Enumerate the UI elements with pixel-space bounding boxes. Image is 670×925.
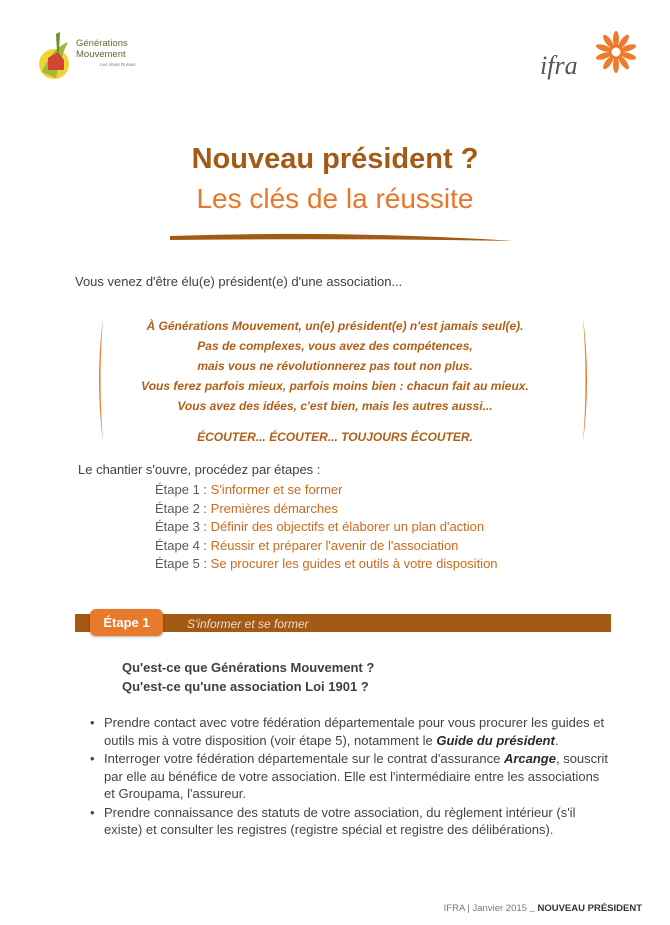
quote-line: À Générations Mouvement, un(e) président(e) n'est jamais seul(e). (146, 319, 524, 333)
step-item: Étape 5 : Se procurer les guides et outils à votre disposition (155, 556, 498, 572)
footer-left: IFRA | Janvier 2015 (443, 903, 527, 914)
steps-list (155, 481, 498, 574)
intro-text: Vous venez d'être élu(e) président(e) d'une association... (75, 274, 403, 289)
quote-line: Pas de complexes, vous avez des compétences, (197, 339, 473, 353)
bullet-icon: • (90, 751, 95, 766)
step-title: Définir des objectifs et élaborer un plan d'action (210, 519, 485, 535)
svg-text:ifra: ifra (540, 51, 578, 80)
etape-badge: Étape 1 (90, 609, 163, 636)
etape-questions (122, 658, 374, 696)
page-footer (444, 903, 642, 914)
footer-right: _ NOUVEAU PRÉSIDENT (529, 903, 642, 914)
quote-line: mais vous ne révolutionnerez pas tout non plus. (197, 359, 473, 373)
steps-intro: Le chantier s'ouvre, procédez par étapes : (78, 462, 321, 477)
etape-bullet-list (90, 714, 610, 840)
list-item: • Prendre contact avec votre fédération départementale pour vous procurer les guides et outils mis à votre disposition (voir étape 5), notamment le Guide du président. (90, 715, 605, 748)
generations-mouvement-logo (38, 28, 148, 90)
quote-bracket-right (581, 318, 591, 442)
quote-block (100, 316, 570, 447)
question: Qu'est-ce que Générations Mouvement ? (122, 660, 375, 675)
step-item: Étape 4 : Réussir et préparer l'avenir de l'association (155, 537, 459, 553)
gm-logo-line2: Mouvement (76, 49, 126, 60)
question: Qu'est-ce qu'une association Loi 1901 ? (122, 679, 369, 694)
gm-emblem-icon (38, 28, 78, 90)
list-item: • Prendre connaissance des statuts de votre association, du règlement intérieur (s'il existe) et consulter les registres (registre spécial et registre des délibérations). (90, 804, 576, 837)
quote-motto: ÉCOUTER... ÉCOUTER... TOUJOURS ÉCOUTER. (197, 430, 473, 444)
gm-logo-line1: Générations (76, 38, 128, 49)
title-underline-swoosh (170, 228, 515, 244)
etape-subtitle: S'informer et se former (187, 617, 309, 631)
step-item: Étape 1 : S'informer et se former (155, 482, 343, 497)
step-title: Réussir et préparer l'avenir de l'association (210, 537, 459, 553)
step-title: Se procurer les guides et outils à votre disposition (210, 556, 498, 572)
step-item: Étape 2 : Premières démarches (155, 500, 338, 516)
quote-line: Vous ferez parfois mieux, parfois moins bien : chacun fait au mieux. (141, 379, 529, 393)
list-item: • Interroger votre fédération départementale sur le contrat d'assurance Arcange, souscrit par elle au bénéfice de votre association. Elle est l'intermédiaire entre les associations et Groupama, l'assureur. (90, 751, 608, 801)
page-subtitle: Les clés de la réussite (196, 183, 474, 214)
quote-line: Vous avez des idées, c'est bien, mais les autres aussi... (177, 399, 493, 413)
step-title: Premières démarches (210, 500, 338, 516)
bullet-icon: • (90, 804, 95, 820)
step-title: S'informer et se former (210, 482, 343, 497)
ifra-logo (536, 30, 636, 88)
step-item: Étape 3 : Définir des objectifs et élaborer un plan d'action (155, 519, 485, 535)
gm-logo-line3: Les Aînés Ruraux (100, 62, 136, 67)
ifra-flower-icon (536, 30, 636, 88)
bullet-icon: • (90, 715, 95, 730)
page-title: Nouveau président ? (191, 143, 479, 175)
